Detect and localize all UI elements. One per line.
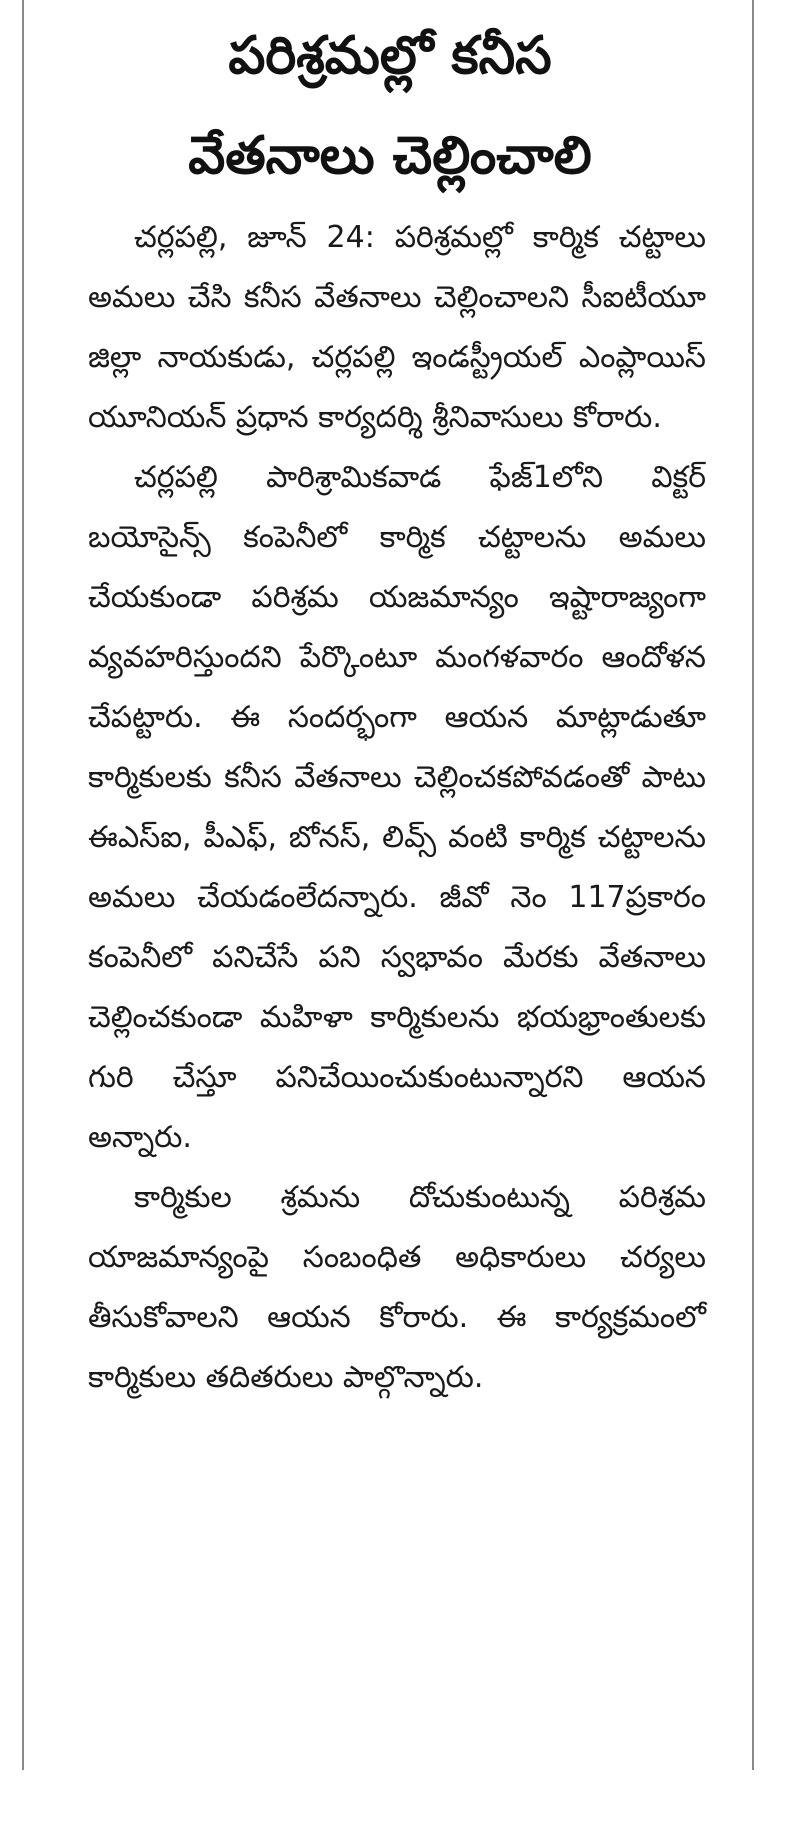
column-rule-left — [22, 0, 24, 1770]
article-body — [88, 208, 706, 1408]
headline-line-2: వేతనాలు చెల్లించాలి — [188, 126, 592, 186]
paragraph-text: చర్లపల్లి పారిశ్రామికవాడ ఫేజ్1లోని విక్టర్ బయోసైన్స్ కంపెనీలో కార్మిక చట్టాలను అమలు చేయకుండా పరిశ్రమ యజమాన్యం ఇష్టారాజ్యంగా వ్యవహరిస్తుందని పేర్కొంటూ మంగళవారం ఆందోళన చేపట్టారు. ఈ సందర్భంగా ఆయన మాట్లాడుతూ కార్మికులకు కనీస వేతనాలు చెల్లించకపోవడంతో పాటు ఈఎస్ఐ, పీఎఫ్, బోనస్, లివ్స్ వంటి కార్మిక చట్టాలను అమలు చేయడంలేదన్నారు. జీవో నెం 117ప్రకారం కంపెనీలో పనిచేసే పని స్వభావం మేరకు వేతనాలు చెల్లించకుండా మహిళా కార్మికులను భయభ్రాంతులకు గురి చేస్తూ పనిచేయించుకుంటున్నారని ఆయన అన్నారు. — [88, 460, 706, 1155]
paragraph-text: కార్మికుల శ్రమను దోచుకుంటున్న పరిశ్రమ యాజమాన్యంపై సంబంధిత అధికారులు చర్యలు తీసుకోవాలని ఆయన కోరారు. ఈ కార్యక్రమంలో కార్మికులు తదితరులు పాల్గొన్నారు. — [88, 1180, 706, 1395]
article-paragraph-3 — [88, 1168, 706, 1408]
column-rule-right — [752, 0, 754, 1770]
headline-line-1: పరిశ్రమల్లో కనీస — [228, 26, 552, 86]
article-paragraph-1 — [88, 208, 706, 448]
article-headline — [40, 6, 740, 206]
paragraph-text: చర్లపల్లి, జూన్ 24: పరిశ్రమల్లో కార్మిక చట్టాలు అమలు చేసి కనీస వేతనాలు చెల్లించాలని సీఐటీయూ జిల్లా నాయకుడు, చర్లపల్లి ఇండస్ట్రీయల్ ఎంప్లాయిస్ యూనియన్ ప్రధాన కార్యదర్శి శ్రీనివాసులు కోరారు. — [88, 220, 706, 435]
article-paragraph-2 — [88, 448, 706, 1168]
